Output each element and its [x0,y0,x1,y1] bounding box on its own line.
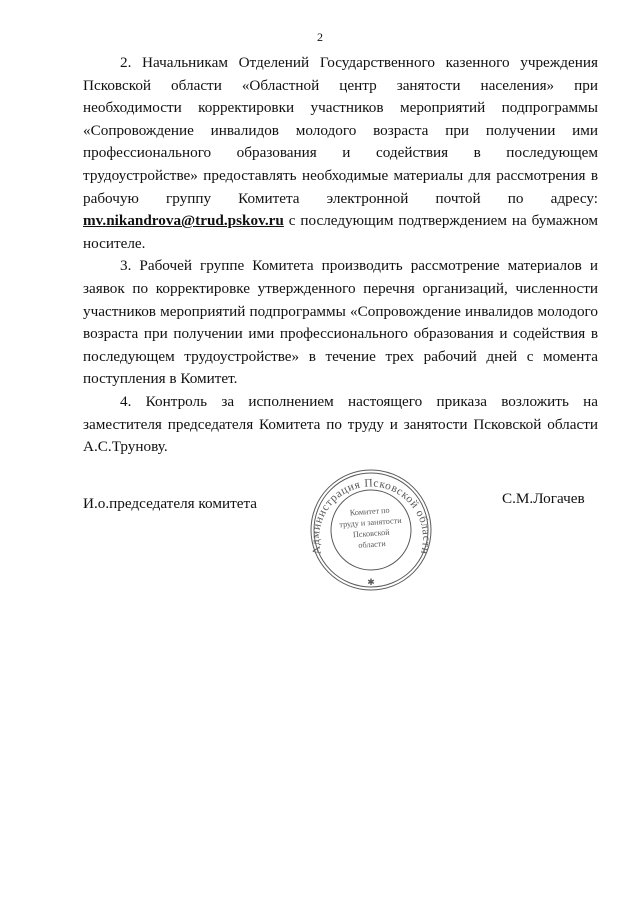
paragraph-2-text: 2. Начальникам Отделений Государственного казенного учреждения Псковской области «Областной центр занятости населения» при необходимости корректировки участников мероприятий подпрограммы «Сопровождение инвалидов молодого возраста при получении ими профессионального образования и содействия в последующем трудоустройстве» предоставлять необходимые материалы для рассмотрения в рабочую группу Комитета электронной почтой по адресу: [83,54,598,207]
page-number: 2 [317,30,323,44]
email-link[interactable]: mv.nikandrova@trud.pskov.ru [83,212,284,230]
signer-title: И.о.председателя комитета [83,495,258,512]
seal-star-icon: ✱ [367,577,375,587]
seal-center-line-1: Комитет по [349,505,390,518]
paragraph-2-tail: с последующим подтверждением на бумажном носителе. [83,212,598,252]
seal-center-line-4: области [358,539,386,550]
paragraph-3: 3. Рабочей группе Комитета производить рассмотрение материалов и заявок по корректировке утвержденного перечня организаций, численности участников мероприятий подпрограммы «Сопровождение инвалидов молодого возраста при получении ими профессионального образования и содействия в последующем трудоустройстве» в течение трех рабочий дней с момента поступления в Комитет. [83,257,598,388]
signer-name: С.М.Логачев [502,490,585,507]
official-seal [296,464,446,594]
document-body [83,52,598,459]
seal-ring-text: Администрация Псковской области [309,477,433,556]
paragraph-2 [83,52,598,255]
paragraph-4: 4. Контроль за исполнением настоящего приказа возложить на заместителя председателя Комитета по труду и занятости Псковской области А.С.Трунову. [83,392,598,456]
seal-center-line-3: Псковской [352,527,390,540]
seal-center-line-2: труду и занятости [339,515,402,530]
